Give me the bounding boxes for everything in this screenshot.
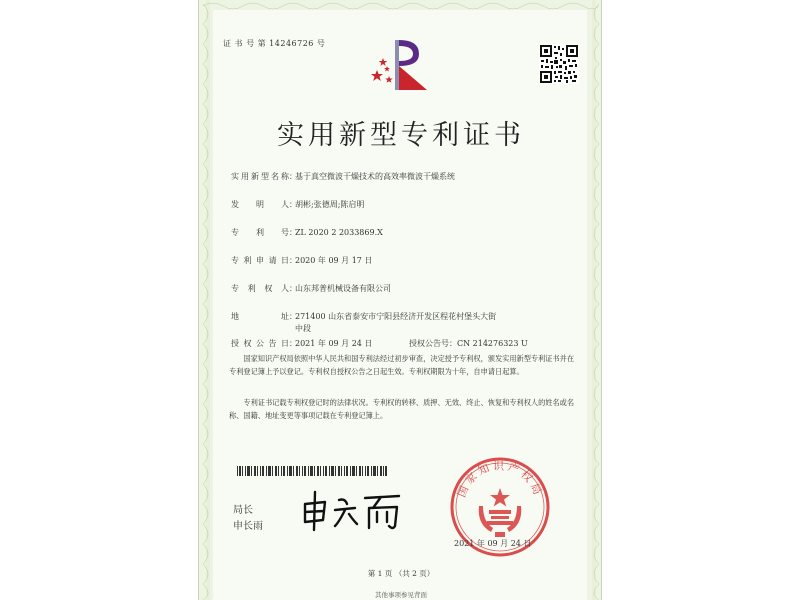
field-label: 授权公告日 (231, 339, 289, 348)
director-title: 局长 (233, 505, 253, 516)
patentee-row: 专 利 权 人：山东邦普机械设备有限公司 (231, 284, 391, 293)
patent-emblem-icon (369, 32, 431, 92)
utility-model-name-row: 实用新型名称：基于真空微波干燥技术的高效率微波干燥系统 (231, 172, 455, 181)
field-value: 271400 山东省泰安市宁阳县经济开发区程花村堡头大街 (295, 312, 497, 321)
certificate-title: 实用新型专利证书 (277, 120, 525, 151)
legal-status-paragraph: 专利证书记载专利权登记时的法律状况。专利权的转移、质押、无效、终止、恢复和专利权人的姓名或名称、国籍、地址变更等事项记载在专利登记簿上。 (229, 398, 575, 420)
cut-footer-text: 其他事项参见背面 (375, 591, 427, 599)
director-name: 申长雨 (233, 521, 263, 532)
grant-statement-paragraph: 国家知识产权局依照中华人民共和国专利法经过初步审查，决定授予专利权，颁发实用新型专利证书并在专利登记簿上予以登记。专利权自授权公告之日起生效。专利权期限为十年，自申请日起算。 (229, 354, 575, 376)
field-label: 地 址 (231, 312, 289, 321)
field-value: 胡彬;张德周;陈启明 (295, 200, 365, 209)
qr-code-icon (539, 44, 579, 84)
field-value: 山东邦普机械设备有限公司 (295, 284, 391, 293)
field-label: 实用新型名称 (231, 172, 289, 181)
application-date-row: 专利申请日：2020 年 09 月 17 日 (231, 256, 373, 265)
patent-certificate (198, 0, 602, 600)
page-indicator: 第 1 页 （共 2 页） (367, 569, 435, 578)
barcode-icon (237, 466, 387, 476)
seal-text: 国家知识产权局 (454, 459, 546, 500)
field-value: 基于真空微波干燥技术的高效率微波干燥系统 (295, 172, 455, 181)
field-label: 专 利 权 人 (231, 284, 289, 293)
certificate-number: 证 书 号 第 14246726 号 (223, 39, 326, 48)
field-value: ZL 2020 2 2033869.X (295, 228, 383, 237)
field-label: 专利申请日 (231, 256, 289, 265)
field-value: 2020 年 09 月 17 日 (295, 256, 373, 265)
announcement-number: 授权公告号：CN 214276323 U (409, 339, 528, 348)
address-row: 地 址：271400 山东省泰安市宁阳县经济开发区程花村堡头大街 (231, 312, 497, 321)
grant-date-row: 授权公告日：2021 年 09 月 24 日 (231, 339, 373, 348)
seal-date: 2021 年 09 月 24 日 (454, 539, 532, 548)
address-line-2: 中段 (295, 324, 311, 333)
director-signature-icon (299, 488, 404, 532)
field-label: 发 明 人 (231, 200, 289, 209)
field-label: 专 利 号 (231, 228, 289, 237)
field-value: 2021 年 09 月 24 日 (295, 339, 373, 348)
inventor-row: 发 明 人：胡彬;张德周;陈启明 (231, 200, 365, 209)
patent-number-row: 专 利 号：ZL 2020 2 2033869.X (231, 228, 383, 237)
